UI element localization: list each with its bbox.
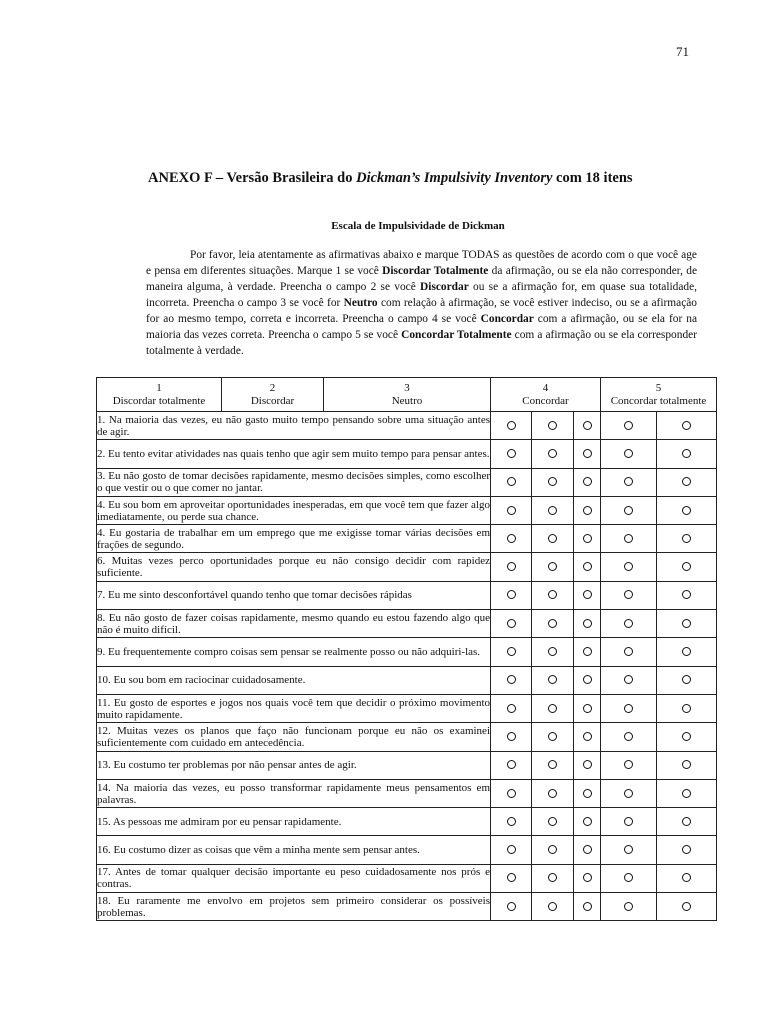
option-cell-1 (491, 893, 532, 921)
item-statement: 3. Eu não gosto de tomar decisões rapidamente, mesmo decisões simples, como escolher o que vestir ou o que comer no jantar. (97, 468, 491, 496)
option-cell-1 (491, 412, 532, 440)
instruction-emphasis: Concordar Totalmente (401, 329, 512, 341)
radio-option-4[interactable] (624, 534, 633, 543)
table-row (97, 864, 717, 892)
option-cell-2 (532, 836, 574, 864)
instruction-text: com a afirmação, ou se ela for na maioria das vezes correta. Preencha o campo 5 se você (146, 313, 697, 341)
radio-option-4[interactable] (624, 590, 633, 599)
radio-option-4[interactable] (624, 449, 633, 458)
option-cell-4 (601, 751, 657, 779)
radio-option-2[interactable] (548, 590, 557, 599)
option-cell-5 (657, 638, 717, 666)
option-cell-3 (574, 496, 601, 524)
option-cell-5 (657, 412, 717, 440)
item-statement: 6. Muitas vezes perco oportunidades porque eu não consigo decidir com rapidez suficiente. (97, 553, 491, 581)
scale-subtitle: Escala de Impulsividade de Dickman (331, 220, 505, 232)
item-statement: 10. Eu sou bom em raciocinar cuidadosamente. (97, 666, 491, 694)
option-cell-5 (657, 581, 717, 609)
option-cell-2 (532, 864, 574, 892)
radio-option-3[interactable] (583, 590, 592, 599)
radio-option-1[interactable] (507, 590, 516, 599)
option-cell-1 (491, 723, 532, 751)
radio-option-4[interactable] (624, 477, 633, 486)
instruction-text: Por favor, leia atentamente as afirmativas abaixo e marque TODAS as questões de acordo com o que você age e pensa em diferentes situações. Marque 1 se você (146, 249, 697, 277)
radio-option-2[interactable] (548, 704, 557, 713)
radio-option-5[interactable] (682, 449, 691, 458)
instruction-text: da afirmação, ou se ela não corresponder, de maneira alguma, à verdade. Preencha o campo 2 se você (146, 265, 698, 293)
radio-option-5[interactable] (682, 704, 691, 713)
table-row (97, 496, 717, 524)
radio-option-5[interactable] (682, 675, 691, 684)
radio-option-5[interactable] (682, 562, 691, 571)
radio-option-2[interactable] (548, 562, 557, 571)
option-cell-5 (657, 610, 717, 638)
item-statement: 14. Na maioria das vezes, eu posso transformar rapidamente meus pensamentos em palavras. (97, 779, 491, 807)
option-cell-3 (574, 468, 601, 496)
radio-option-2[interactable] (548, 421, 557, 430)
option-cell-3 (574, 581, 601, 609)
table-row (97, 553, 717, 581)
radio-option-5[interactable] (682, 760, 691, 769)
option-cell-3 (574, 779, 601, 807)
table-row (97, 440, 717, 468)
instruction-emphasis: Concordar (480, 313, 534, 325)
option-cell-1 (491, 751, 532, 779)
radio-option-4[interactable] (624, 704, 633, 713)
annex-title-suffix: com 18 itens (552, 170, 633, 186)
option-cell-2 (532, 893, 574, 921)
radio-option-5[interactable] (682, 789, 691, 798)
item-statement: 16. Eu costumo dizer as coisas que vêm a minha mente sem pensar antes. (97, 836, 491, 864)
item-statement: 2. Eu tento evitar atividades nas quais tenho que agir sem muito tempo para pensar antes. (97, 440, 491, 468)
radio-option-1[interactable] (507, 421, 516, 430)
option-cell-1 (491, 525, 532, 553)
radio-option-1[interactable] (507, 562, 516, 571)
radio-option-3[interactable] (583, 506, 592, 515)
radio-option-3[interactable] (583, 704, 592, 713)
radio-option-2[interactable] (548, 873, 557, 882)
radio-option-1[interactable] (507, 817, 516, 826)
option-cell-2 (532, 553, 574, 581)
scale-body (97, 378, 717, 921)
radio-option-1[interactable] (507, 845, 516, 854)
radio-option-5[interactable] (682, 732, 691, 741)
option-cell-2 (532, 751, 574, 779)
item-statement: 7. Eu me sinto desconfortável quando tenho que tomar decisões rápidas (97, 581, 491, 609)
radio-option-1[interactable] (507, 619, 516, 628)
radio-option-2[interactable] (548, 902, 557, 911)
radio-option-3[interactable] (583, 534, 592, 543)
radio-option-3[interactable] (583, 421, 592, 430)
radio-option-5[interactable] (682, 845, 691, 854)
option-cell-2 (532, 694, 574, 722)
radio-option-1[interactable] (507, 506, 516, 515)
radio-option-4[interactable] (624, 675, 633, 684)
radio-option-2[interactable] (548, 760, 557, 769)
radio-option-3[interactable] (583, 817, 592, 826)
radio-option-2[interactable] (548, 477, 557, 486)
option-cell-4 (601, 864, 657, 892)
radio-option-2[interactable] (548, 732, 557, 741)
option-cell-4 (601, 553, 657, 581)
radio-option-5[interactable] (682, 902, 691, 911)
option-cell-5 (657, 496, 717, 524)
table-row (97, 694, 717, 722)
scale-header-label: Concordar (522, 394, 569, 407)
option-cell-4 (601, 779, 657, 807)
table-row (97, 751, 717, 779)
radio-option-4[interactable] (624, 845, 633, 854)
option-cell-3 (574, 893, 601, 921)
radio-option-3[interactable] (583, 647, 592, 656)
item-statement: 4. Eu sou bom em aproveitar oportunidades inesperadas, em que você tem que fazer algo imediatamente, ou perde sua chance. (97, 496, 491, 524)
scale-header-2 (222, 378, 324, 412)
radio-option-4[interactable] (624, 817, 633, 826)
radio-option-4[interactable] (624, 562, 633, 571)
item-statement: 18. Eu raramente me envolvo em projetos sem primeiro considerar os possíveis problemas. (97, 893, 491, 921)
option-cell-1 (491, 808, 532, 836)
radio-option-1[interactable] (507, 789, 516, 798)
instruction-emphasis: Discordar Totalmente (382, 265, 489, 277)
scale-header-num: 5 (655, 381, 662, 394)
table-row (97, 468, 717, 496)
option-cell-5 (657, 440, 717, 468)
radio-option-2[interactable] (548, 789, 557, 798)
item-statement: 1. Na maioria das vezes, eu não gasto muito tempo pensando sobre uma situação antes de agir. (97, 412, 491, 440)
instruction-text: com a afirmação ou se ela corresponder totalmente à verdade. (146, 329, 697, 357)
radio-option-1[interactable] (507, 449, 516, 458)
option-cell-4 (601, 610, 657, 638)
option-cell-3 (574, 638, 601, 666)
option-cell-4 (601, 412, 657, 440)
radio-option-3[interactable] (583, 477, 592, 486)
scale-header-row (97, 378, 717, 412)
radio-option-5[interactable] (682, 817, 691, 826)
option-cell-4 (601, 836, 657, 864)
radio-option-3[interactable] (583, 732, 592, 741)
option-cell-3 (574, 525, 601, 553)
scale-header-label: Concordar totalmente (610, 394, 707, 407)
annex-title-italic: Dickman’s Impulsivity Inventory (356, 170, 553, 186)
scale-header-1 (97, 378, 222, 412)
option-cell-3 (574, 412, 601, 440)
option-cell-4 (601, 496, 657, 524)
radio-option-3[interactable] (583, 760, 592, 769)
option-cell-4 (601, 638, 657, 666)
radio-option-3[interactable] (583, 562, 592, 571)
instruction-emphasis: Neutro (343, 297, 378, 309)
option-cell-1 (491, 440, 532, 468)
radio-option-1[interactable] (507, 534, 516, 543)
instructions-paragraph (146, 247, 697, 359)
radio-option-3[interactable] (583, 873, 592, 882)
table-row (97, 638, 717, 666)
table-row (97, 581, 717, 609)
radio-option-5[interactable] (682, 873, 691, 882)
radio-option-3[interactable] (583, 619, 592, 628)
option-cell-3 (574, 440, 601, 468)
radio-option-2[interactable] (548, 845, 557, 854)
radio-option-3[interactable] (583, 845, 592, 854)
option-cell-1 (491, 553, 532, 581)
radio-option-2[interactable] (548, 647, 557, 656)
option-cell-1 (491, 496, 532, 524)
item-statement: 15. As pessoas me admiram por eu pensar rapidamente. (97, 808, 491, 836)
scale-header-4 (491, 378, 601, 412)
option-cell-1 (491, 836, 532, 864)
item-statement: 8. Eu não gosto de fazer coisas rapidamente, mesmo quando eu estou fazendo algo que não é muito difícil. (97, 610, 491, 638)
table-row (97, 893, 717, 921)
radio-option-5[interactable] (682, 619, 691, 628)
item-statement: 11. Eu gosto de esportes e jogos nos quais você tem que decidir o próximo movimento muito rapidamente. (97, 694, 491, 722)
option-cell-3 (574, 836, 601, 864)
radio-option-4[interactable] (624, 647, 633, 656)
table-row (97, 666, 717, 694)
radio-option-1[interactable] (507, 873, 516, 882)
page-number: 71 (676, 44, 689, 59)
option-cell-4 (601, 723, 657, 751)
scale-header-num: 3 (404, 381, 410, 394)
radio-option-5[interactable] (682, 421, 691, 430)
option-cell-2 (532, 468, 574, 496)
radio-option-3[interactable] (583, 789, 592, 798)
option-cell-1 (491, 581, 532, 609)
option-cell-4 (601, 808, 657, 836)
option-cell-2 (532, 779, 574, 807)
scale-header-label: Discordar totalmente (112, 394, 206, 407)
instruction-text: com relação à afirmação, se você estiver indeciso, ou se a afirmação for ao mesmo tempo, correta e incorreta. Preencha o campo 4 se você (146, 297, 698, 325)
option-cell-3 (574, 553, 601, 581)
radio-option-1[interactable] (507, 675, 516, 684)
annex-title-prefix: ANEXO F – Versão Brasileira do (148, 170, 357, 186)
radio-option-2[interactable] (548, 817, 557, 826)
table-row (97, 412, 717, 440)
radio-option-5[interactable] (682, 590, 691, 599)
radio-option-5[interactable] (682, 647, 691, 656)
item-statement: 4. Eu gostaria de trabalhar em um emprego que me exigisse tomar várias decisões em frações de segundo. (97, 525, 491, 553)
scale-header-3 (324, 378, 491, 412)
item-statement: 17. Antes de tomar qualquer decisão importante eu peso cuidadosamente nos prós e contras. (97, 864, 491, 892)
option-cell-2 (532, 638, 574, 666)
scale-header-label: Discordar (250, 394, 295, 407)
option-cell-5 (657, 525, 717, 553)
item-statement: 9. Eu frequentemente compro coisas sem pensar se realmente posso ou não adquiri-las. (97, 638, 491, 666)
radio-option-4[interactable] (624, 506, 633, 515)
option-cell-2 (532, 412, 574, 440)
radio-option-1[interactable] (507, 902, 516, 911)
option-cell-5 (657, 553, 717, 581)
option-cell-4 (601, 525, 657, 553)
radio-option-2[interactable] (548, 675, 557, 684)
radio-option-2[interactable] (548, 506, 557, 515)
option-cell-2 (532, 440, 574, 468)
radio-option-1[interactable] (507, 704, 516, 713)
option-cell-2 (532, 581, 574, 609)
radio-option-4[interactable] (624, 902, 633, 911)
radio-option-4[interactable] (624, 789, 633, 798)
radio-option-4[interactable] (624, 421, 633, 430)
table-row (97, 525, 717, 553)
radio-option-5[interactable] (682, 534, 691, 543)
scale-header-5 (601, 378, 717, 412)
radio-option-2[interactable] (548, 619, 557, 628)
radio-option-3[interactable] (583, 675, 592, 684)
scale-header-num: 4 (542, 381, 549, 394)
option-cell-5 (657, 864, 717, 892)
radio-option-5[interactable] (682, 506, 691, 515)
radio-option-1[interactable] (507, 732, 516, 741)
option-cell-2 (532, 525, 574, 553)
option-cell-3 (574, 864, 601, 892)
item-statement: 12. Muitas vezes os planos que faço não funcionam porque eu não os examinei suficientemente com cuidado em antecedência. (97, 723, 491, 751)
option-cell-3 (574, 694, 601, 722)
table-row (97, 610, 717, 638)
table-row (97, 723, 717, 751)
scale-header-num: 2 (269, 381, 276, 394)
option-cell-2 (532, 723, 574, 751)
option-cell-2 (532, 496, 574, 524)
radio-option-4[interactable] (624, 760, 633, 769)
radio-option-4[interactable] (624, 873, 633, 882)
radio-option-2[interactable] (548, 534, 557, 543)
table-row (97, 779, 717, 807)
radio-option-1[interactable] (507, 760, 516, 769)
option-cell-3 (574, 808, 601, 836)
radio-option-4[interactable] (624, 732, 633, 741)
item-statement: 13. Eu costumo ter problemas por não pensar antes de agir. (97, 751, 491, 779)
radio-option-1[interactable] (507, 647, 516, 656)
annex-title (148, 170, 708, 187)
option-cell-3 (574, 666, 601, 694)
option-cell-1 (491, 779, 532, 807)
option-cell-4 (601, 581, 657, 609)
option-cell-5 (657, 836, 717, 864)
option-cell-5 (657, 893, 717, 921)
option-cell-1 (491, 694, 532, 722)
table-row (97, 836, 717, 864)
radio-option-4[interactable] (624, 619, 633, 628)
radio-option-3[interactable] (583, 449, 592, 458)
scale-header-label: Neutro (391, 394, 423, 407)
option-cell-5 (657, 779, 717, 807)
option-cell-4 (601, 893, 657, 921)
radio-option-2[interactable] (548, 449, 557, 458)
option-cell-5 (657, 468, 717, 496)
radio-option-3[interactable] (583, 902, 592, 911)
option-cell-3 (574, 723, 601, 751)
option-cell-1 (491, 610, 532, 638)
option-cell-3 (574, 751, 601, 779)
option-cell-4 (601, 440, 657, 468)
option-cell-4 (601, 468, 657, 496)
option-cell-5 (657, 723, 717, 751)
instruction-text: ou se a afirmação for, em quase sua totalidade, incorreta. Preencha o campo 3 se você for (146, 281, 697, 309)
option-cell-1 (491, 864, 532, 892)
option-cell-2 (532, 808, 574, 836)
option-cell-3 (574, 610, 601, 638)
option-cell-2 (532, 610, 574, 638)
option-cell-5 (657, 751, 717, 779)
option-cell-1 (491, 666, 532, 694)
option-cell-5 (657, 666, 717, 694)
option-cell-4 (601, 666, 657, 694)
table-row (97, 808, 717, 836)
impulsivity-scale-table (96, 377, 717, 921)
option-cell-2 (532, 666, 574, 694)
option-cell-1 (491, 638, 532, 666)
option-cell-1 (491, 468, 532, 496)
scale-header-num: 1 (156, 381, 162, 394)
radio-option-1[interactable] (507, 477, 516, 486)
instruction-emphasis: Discordar (420, 281, 469, 293)
option-cell-5 (657, 808, 717, 836)
option-cell-5 (657, 694, 717, 722)
option-cell-4 (601, 694, 657, 722)
radio-option-5[interactable] (682, 477, 691, 486)
